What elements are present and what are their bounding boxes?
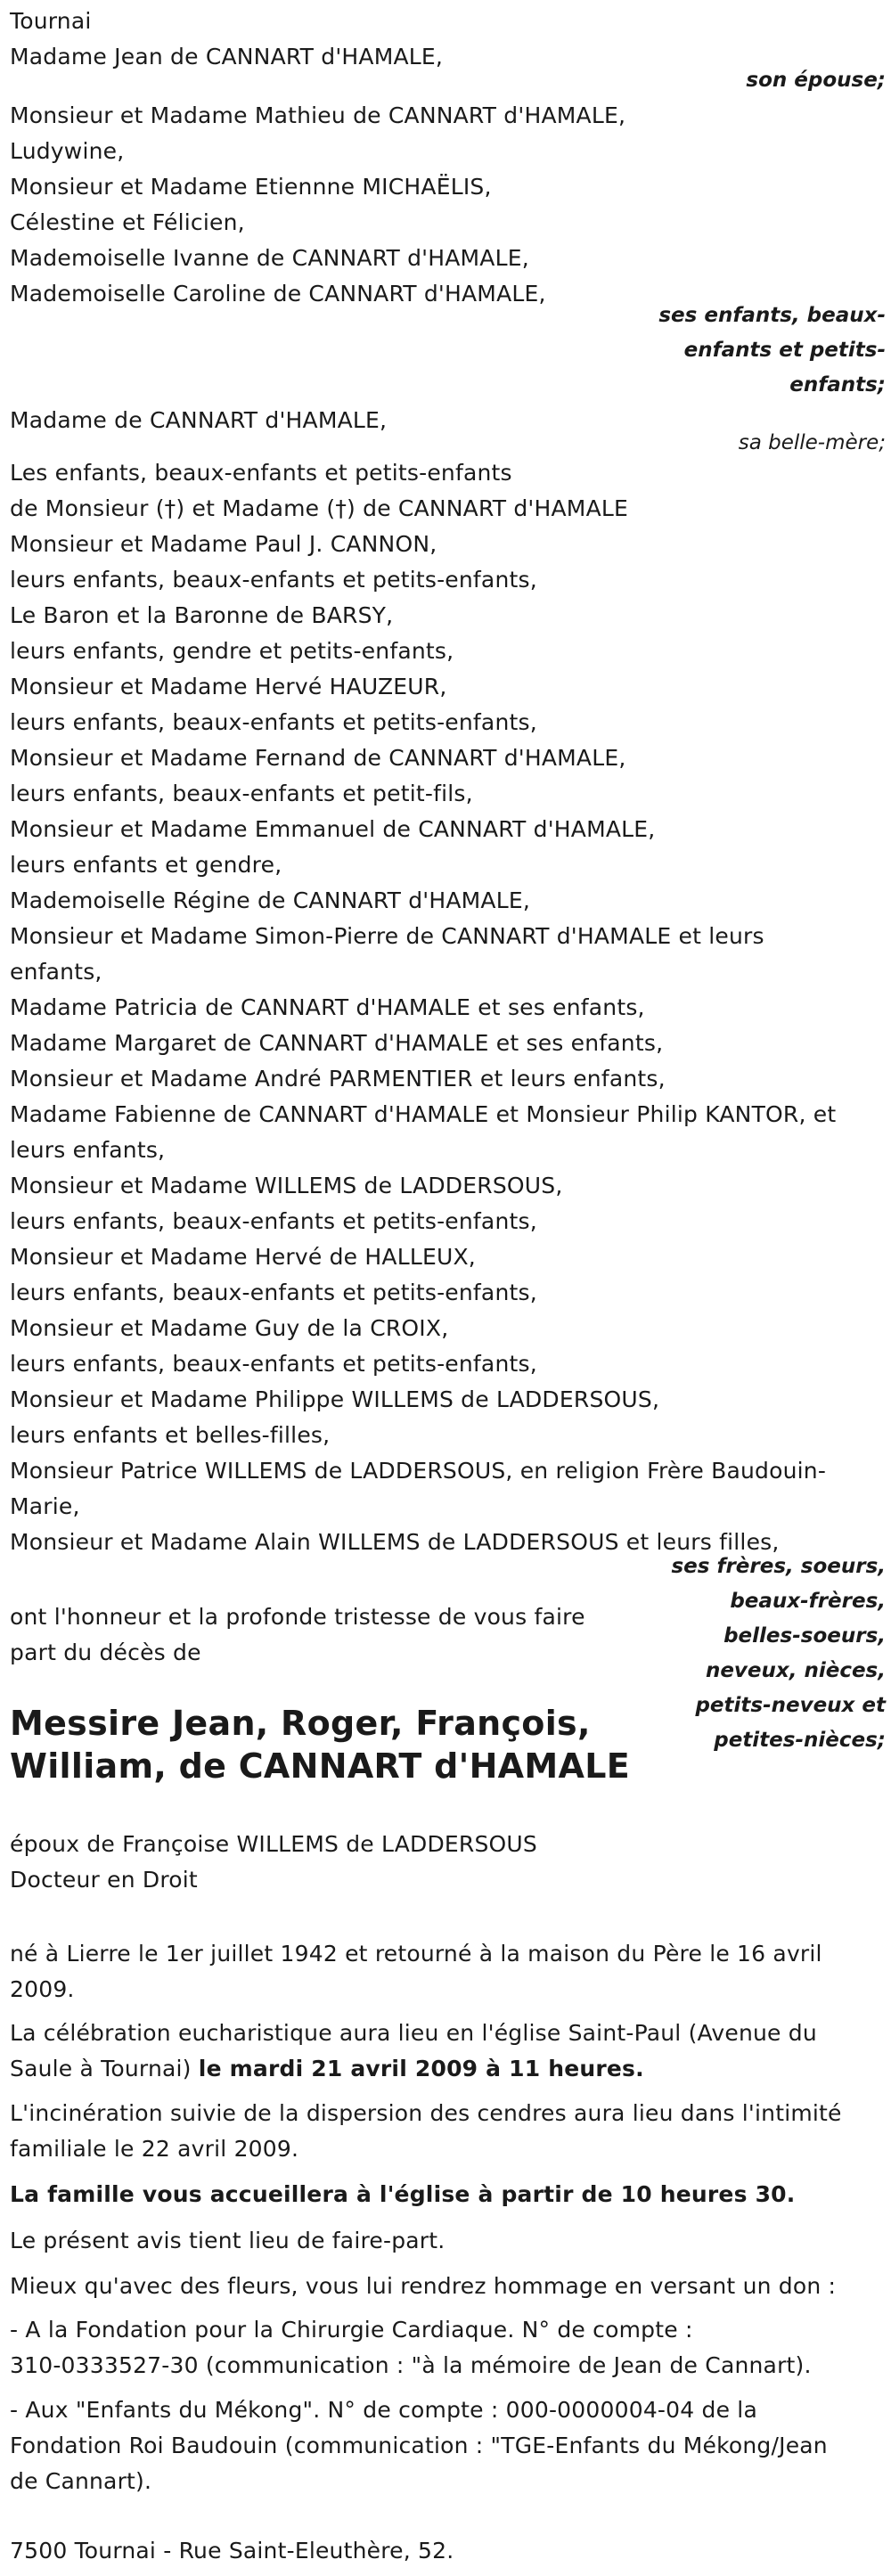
location: Tournai: [10, 8, 92, 34]
birth-death-line: né à Lierre le 1er juillet 1942 et retourné à la maison du Père le 16 avril: [10, 1941, 822, 1967]
celebration-date: le mardi 21 avril 2009 à 11 heures.: [198, 2056, 644, 2081]
address: 7500 Tournai - Rue Saint-Eleuthère, 52.: [10, 2538, 454, 2564]
list-item: Monsieur et Madame Hervé de HALLEUX,: [10, 1244, 476, 1270]
spouse-name: Madame Jean de CANNART d'HAMALE,: [10, 44, 444, 70]
list-item: leurs enfants, beaux-enfants et petits-enfants,: [10, 1351, 537, 1377]
list-item: Monsieur Patrice WILLEMS de LADDERSOUS, en religion Frère Baudouin-: [10, 1458, 827, 1484]
mother-in-law-name: Madame de CANNART d'HAMALE,: [10, 407, 388, 433]
list-item: Mademoiselle Régine de CANNART d'HAMALE,: [10, 887, 530, 913]
list-item: leurs enfants, beaux-enfants et petits-enfants,: [10, 1208, 537, 1234]
donation-line: - A la Fondation pour la Chirurgie Cardiaque. N° de compte :: [10, 2317, 693, 2343]
relation-line: ses frères, soeurs,: [671, 1555, 886, 1578]
deceased-name-line: Messire Jean, Roger, François,: [10, 1704, 591, 1743]
list-item: Monsieur et Madame Etiennne MICHAËLIS,: [10, 174, 492, 200]
relation-line: belles-soeurs,: [723, 1624, 886, 1648]
list-item: Marie,: [10, 1493, 80, 1519]
list-item: Monsieur et Madame Paul J. CANNON,: [10, 531, 437, 557]
relation-line: ses enfants, beaux-: [658, 304, 886, 327]
relation-line: enfants et petits-: [683, 339, 886, 362]
mother-in-law-relation: sa belle-mère;: [738, 431, 886, 454]
list-item: Monsieur et Madame Alain WILLEMS de LADDERSOUS et leurs filles,: [10, 1529, 780, 1555]
list-item: Madame Patricia de CANNART d'HAMALE et ses enfants,: [10, 994, 645, 1020]
list-item: Célestine et Félicien,: [10, 209, 245, 235]
donation-intro: Mieux qu'avec des fleurs, vous lui rendrez hommage en versant un don :: [10, 2273, 837, 2299]
list-item: leurs enfants, beaux-enfants et petits-enfants,: [10, 1280, 537, 1305]
list-item: Monsieur et Madame Hervé HAUZEUR,: [10, 674, 447, 699]
relation-line: petits-neveux et: [695, 1694, 886, 1717]
list-item: Monsieur et Madame Emmanuel de CANNART d'HAMALE,: [10, 816, 656, 842]
list-item: leurs enfants et belles-filles,: [10, 1422, 331, 1448]
list-item: leurs enfants, gendre et petits-enfants,: [10, 638, 454, 664]
deceased-name-line: William, de CANNART d'HAMALE: [10, 1746, 630, 1786]
celebration-line: [10, 2051, 644, 2087]
spouse-relation: son épouse;: [746, 69, 886, 92]
list-item: Madame Margaret de CANNART d'HAMALE et ses enfants,: [10, 1030, 664, 1056]
title: Docteur en Droit: [10, 1867, 198, 1893]
list-item: enfants,: [10, 959, 102, 985]
list-item: Monsieur et Madame Simon-Pierre de CANNART d'HAMALE et leurs: [10, 923, 764, 949]
donation-line: - Aux "Enfants du Mékong". N° de compte : 000-0000004-04 de la: [10, 2397, 757, 2423]
list-item: leurs enfants, beaux-enfants et petits-enfants,: [10, 709, 537, 735]
list-item: Monsieur et Madame Fernand de CANNART d'HAMALE,: [10, 745, 626, 771]
donation-line: 310-0333527-30 (communication : "à la mémoire de Jean de Cannart).: [10, 2352, 812, 2378]
relation-line: beaux-frères,: [730, 1590, 886, 1613]
list-item: Monsieur et Madame WILLEMS de LADDERSOUS,: [10, 1173, 563, 1198]
list-item: leurs enfants et gendre,: [10, 852, 282, 878]
deceased-name: [10, 1702, 630, 1787]
relation-line: petites-nièces;: [714, 1729, 886, 1752]
donation-line: de Cannart).: [10, 2468, 152, 2494]
list-item: Madame Fabienne de CANNART d'HAMALE et Monsieur Philip KANTOR, et: [10, 1101, 837, 1127]
list-item: de Monsieur (†) et Madame (†) de CANNART d'HAMALE: [10, 495, 628, 521]
spouse-of: époux de Françoise WILLEMS de LADDERSOUS: [10, 1831, 537, 1857]
cremation-line: familiale le 22 avril 2009.: [10, 2136, 299, 2162]
list-item: Monsieur et Madame André PARMENTIER et leurs enfants,: [10, 1066, 666, 1092]
celebration-line: La célébration eucharistique aura lieu en l'église Saint-Paul (Avenue du: [10, 2020, 817, 2046]
notice-text: Le présent avis tient lieu de faire-part.: [10, 2228, 446, 2253]
welcome-text: La famille vous accueillera à l'église à partir de 10 heures 30.: [10, 2181, 796, 2207]
list-item: Monsieur et Madame Mathieu de CANNART d'HAMALE,: [10, 102, 626, 128]
list-item: Mademoiselle Ivanne de CANNART d'HAMALE,: [10, 245, 529, 271]
announcement-line: part du décès de: [10, 1640, 201, 1665]
birth-death-line: 2009.: [10, 1976, 75, 2002]
list-item: leurs enfants,: [10, 1137, 166, 1163]
celebration-place: Saule à Tournai): [10, 2056, 192, 2081]
announcement-line: ont l'honneur et la profonde tristesse de vous faire: [10, 1604, 585, 1630]
cremation-line: L'incinération suivie de la dispersion des cendres aura lieu dans l'intimité: [10, 2100, 842, 2126]
list-item: leurs enfants, beaux-enfants et petit-fils,: [10, 781, 473, 806]
list-item: Monsieur et Madame Philippe WILLEMS de LADDERSOUS,: [10, 1386, 660, 1412]
relation-line: enfants;: [789, 373, 886, 397]
list-item: leurs enfants, beaux-enfants et petits-enfants,: [10, 567, 537, 593]
list-item: Ludywine,: [10, 138, 125, 164]
donation-line: Fondation Roi Baudouin (communication : "TGE-Enfants du Mékong/Jean: [10, 2433, 828, 2458]
relation-line: neveux, nièces,: [705, 1659, 886, 1682]
list-item: Le Baron et la Baronne de BARSY,: [10, 602, 394, 628]
list-item: Mademoiselle Caroline de CANNART d'HAMALE,: [10, 281, 546, 307]
list-item: Les enfants, beaux-enfants et petits-enfants: [10, 460, 512, 486]
list-item: Monsieur et Madame Guy de la CROIX,: [10, 1315, 449, 1341]
